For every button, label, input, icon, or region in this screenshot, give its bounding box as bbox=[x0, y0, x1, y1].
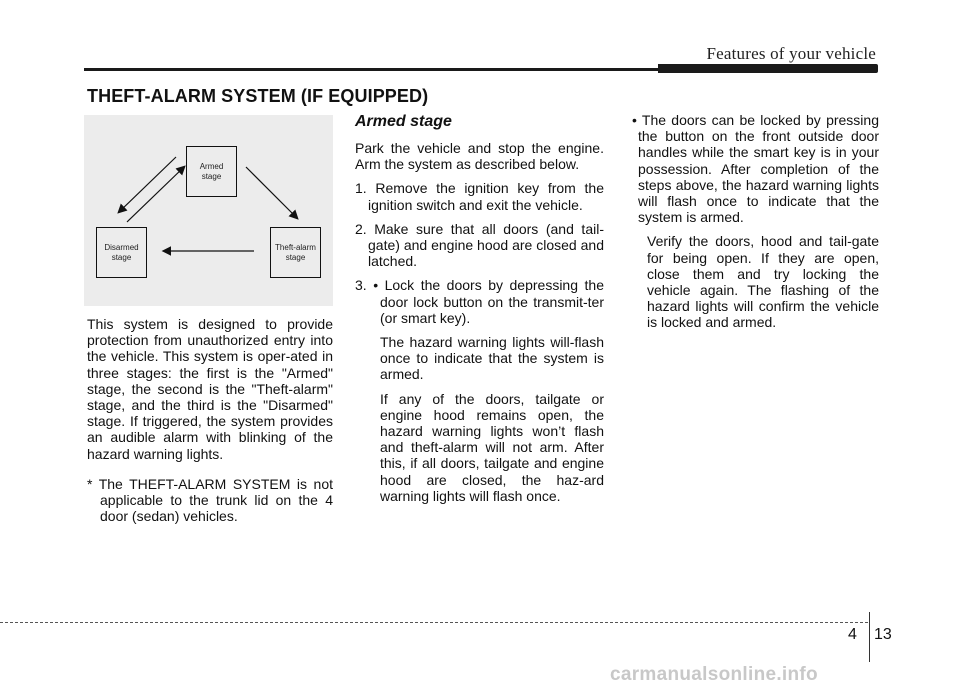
disarmed-label-2: stage bbox=[111, 252, 132, 262]
theft-alarm-stage-box bbox=[270, 227, 321, 278]
column-left bbox=[87, 316, 333, 532]
header-rule bbox=[84, 68, 662, 71]
step-2: 2. Make sure that all doors (and tail-gate) and engine hood are closed and latched. bbox=[355, 220, 604, 270]
verify-paragraph: Verify the doors, hood and tail-gate for being open. If they are open, close them and try locking the vehicle again. The flashing of the hazard lights will confirm the vehicle is locked and armed. bbox=[647, 233, 879, 331]
intro-paragraph: This system is designed to provide protection from unauthorized entry into the vehicle. This system is oper-ated in three stages: the first is the "Armed" stage, the second is the "Theft-alarm" stage, and the third is the "Disarmed" stage. If triggered, the system provides an audible alarm with blinking of the hazard warning lights. bbox=[87, 316, 333, 462]
step-3-open-note: If any of the doors, tailgate or engine hood remains open, the hazard warning lights won’t flash and theft-alarm will not arm. After this, if all doors, tailgate and engine hood are closed, the haz-ard warning lights will flash once. bbox=[380, 390, 604, 504]
header-title: Features of your vehicle bbox=[706, 44, 876, 63]
page-number-divider bbox=[869, 612, 870, 662]
footer-rule bbox=[0, 622, 868, 623]
smart-key-bullet: • The doors can be locked by pressing the button on the front outside door handles while the smart key is in your possession. After completion of the steps above, the hazard warning lights will flash once to indicate that the system is armed. bbox=[632, 112, 879, 226]
theft-label-1: Theft-alarm bbox=[275, 242, 316, 252]
arrow-armed-to-theft bbox=[246, 167, 297, 218]
step-3-armed-note: The hazard warning lights will-flash once to indicate that the system is armed. bbox=[380, 334, 604, 383]
armed-intro: Park the vehicle and stop the engine. Arm the system as described below. bbox=[355, 140, 604, 173]
disarmed-stage-box bbox=[96, 227, 147, 278]
page-number: 13 bbox=[874, 626, 892, 643]
armed-label-1: Armed bbox=[199, 161, 224, 171]
armed-stage-heading: Armed stage bbox=[355, 113, 452, 130]
armed-label-2: stage bbox=[201, 171, 222, 181]
column-right bbox=[622, 112, 879, 339]
header-rule-tab bbox=[658, 64, 878, 73]
column-middle bbox=[355, 112, 604, 512]
sedan-note: * The THEFT-ALARM SYSTEM is not applicable to the trunk lid on the 4 door (sedan) vehicles. bbox=[87, 475, 333, 525]
arrow-armed-to-disarmed bbox=[119, 157, 176, 212]
armed-stage-box bbox=[186, 146, 237, 197]
step-3: 3. • Lock the doors by depressing the door lock button on the transmit-ter (or smart key). bbox=[355, 277, 604, 326]
alarm-stage-diagram bbox=[84, 115, 333, 306]
step-1: 1. Remove the ignition key from the ignition switch and exit the vehicle. bbox=[355, 180, 604, 213]
arrow-disarmed-to-armed bbox=[127, 167, 184, 222]
disarmed-label-1: Disarmed bbox=[104, 242, 139, 252]
theft-label-2: stage bbox=[285, 252, 306, 262]
chapter-number: 4 bbox=[848, 626, 857, 643]
section-title: THEFT-ALARM SYSTEM (IF EQUIPPED) bbox=[87, 86, 429, 106]
watermark: carmanualsonline.info bbox=[610, 664, 818, 685]
